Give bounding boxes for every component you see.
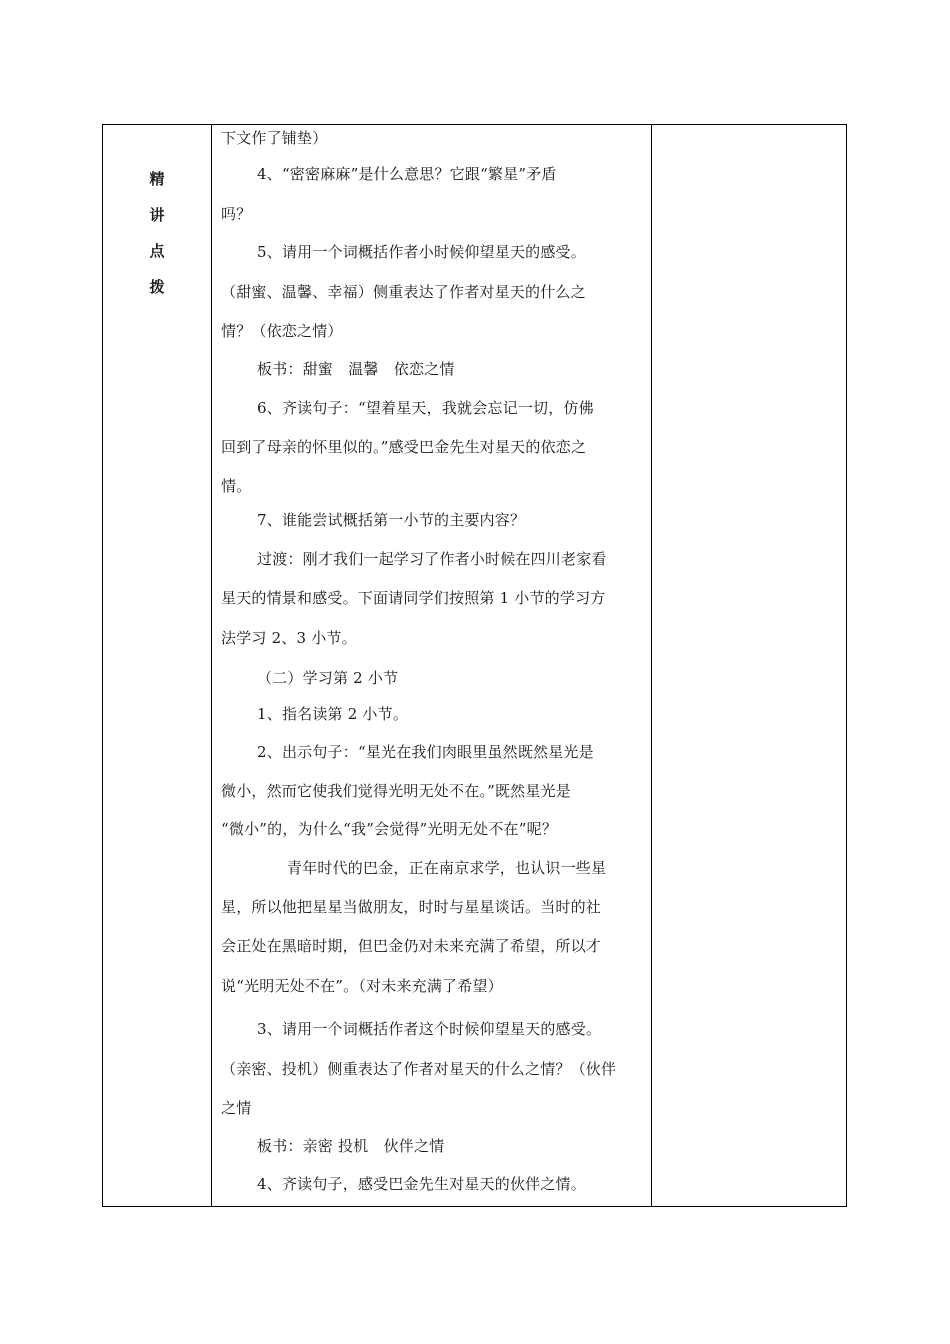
column-divider	[651, 125, 652, 1206]
column-divider	[211, 125, 212, 1206]
section-label	[103, 161, 211, 305]
text-line: 4、“密密麻麻”是什么意思？它跟“繁星”矛盾	[257, 165, 557, 183]
section-label-char: 精	[149, 170, 165, 188]
text-line: 吗？	[221, 205, 252, 223]
text-line: 5、请用一个词概括作者小时候仰望星天的感受。	[257, 243, 586, 261]
text-line: 过渡：刚才我们一起学习了作者小时候在四川老家看	[257, 550, 607, 568]
text-line: 回到了母亲的怀里似的。”感受巴金先生对星天的依恋之	[221, 438, 587, 456]
text-line: 7、谁能尝试概括第一小节的主要内容？	[257, 511, 526, 529]
text-line: 板书：甜蜜 温馨 依恋之情	[257, 360, 455, 378]
text-line: （二）学习第 2 小节	[257, 669, 399, 687]
text-line: 板书：亲密 投机 伙伴之情	[257, 1137, 445, 1155]
section-label-char: 讲	[149, 206, 165, 224]
text-line: 情。	[221, 477, 252, 495]
text-line: 星天的情景和感受。下面请同学们按照第 1 小节的学习方	[221, 589, 606, 607]
section-label-char: 点	[149, 242, 165, 260]
text-line: 说“光明无处不在”。（对未来充满了希望）	[221, 977, 503, 995]
text-line: 2、出示句子：“星光在我们肉眼里虽然既然星光是	[257, 743, 594, 761]
text-line: 情？（依恋之情）	[221, 322, 343, 340]
text-line: 青年时代的巴金，正在南京求学，也认识一些星	[287, 859, 607, 877]
text-line: 1、指名读第 2 小节。	[257, 705, 409, 723]
text-line: 之情	[221, 1099, 252, 1117]
text-line: 下文作了铺垫）	[221, 129, 328, 147]
text-line: 3、请用一个词概括作者这个时候仰望星天的感受。	[257, 1020, 602, 1038]
text-line: （亲密、投机）侧重表达了作者对星天的什么之情？（伙伴	[221, 1060, 617, 1078]
text-line: 星，所以他把星星当做朋友，时时与星星谈话。当时的社	[221, 898, 602, 916]
text-line: 4、齐读句子，感受巴金先生对星天的伙伴之情。	[257, 1175, 586, 1193]
text-line: 会正处在黑暗时期，但巴金仍对未来充满了希望，所以才	[221, 937, 602, 955]
text-line: 法学习 2、3 小节。	[221, 629, 357, 647]
text-line: 微小，然而它使我们觉得光明无处不在。”既然星光是	[221, 782, 571, 800]
text-line: 6、齐读句子：“望着星天，我就会忘记一切，仿佛	[257, 399, 594, 417]
lesson-table	[102, 124, 847, 1207]
text-line: （甜蜜、温馨、幸福）侧重表达了作者对星天的什么之	[221, 283, 586, 301]
text-line: “微小”的，为什么“我”会觉得”光明无处不在”呢？	[221, 820, 558, 838]
section-label-char: 拨	[149, 278, 165, 296]
